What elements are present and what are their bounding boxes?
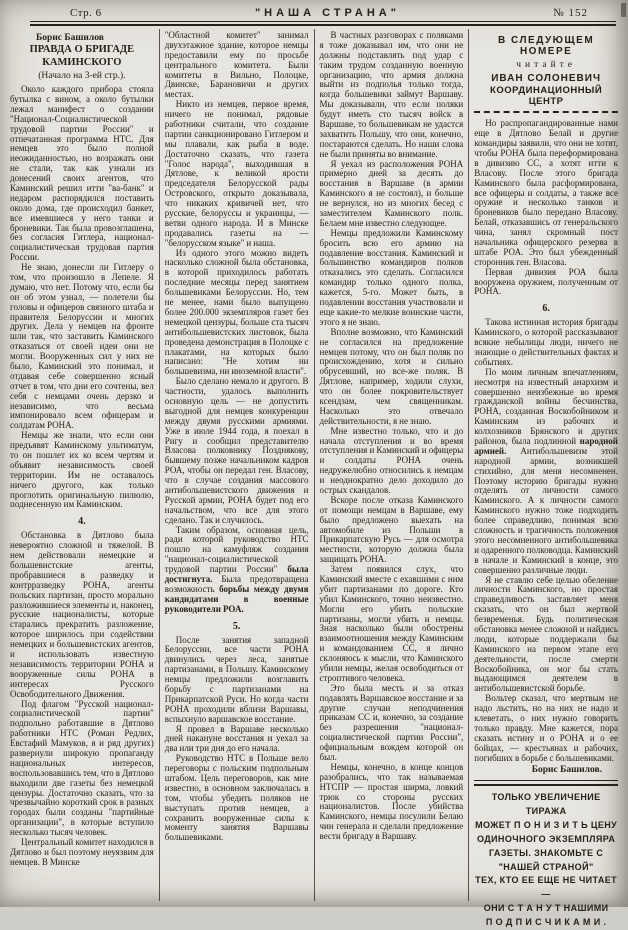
article-paragraph: Никто из немцев, первое время, ничего не понимал, рядовые работники считали, что создание партии санкционировано Гитлером и мы плавали, как рыба в воде. Достаточно сказать, что газета "Голос народа", выходившая в Дятлове, к великой ярости председателя Белорусской рады Островского, открыто доказывала, что никаких кривичей нет, что русские, белоруссы и украинцы, — ветви одного народа. И в Минске продавались газеты на — "белорусском языке" и наша.	[164, 99, 309, 248]
article-paragraph: Обстановка в Дятлово была невероятно сложной и тяжелой. В нем действовали немецкие и большевистские агенты, пробравшиеся в разведку и контрразведку РОНА, агенты польских партизан, просто морально разложившиеся элементы и, наконец, русские националисты, которые старались прекратить разложение, которое ширилось при содействии немецких и большевистских агентов, и использовать известную независимость территории РОНА и вооруженные силы РОНА в интересах Русского Освободительного Движения.	[10, 530, 154, 699]
article-paragraph: Я не ставлю себе целью обеление личности Каминского, но простая справедливость заставляет меня сказать, что он был жертвой безвременья. Будь политическая обстановка менее сложной и найдись люди, которые поддержали бы Каминского на первом этапе его деятельности, после смерти Воскобойника, он мог бы стать выдающимся деятелем в антибольшевистской борьбе.	[474, 574, 618, 694]
article-paragraph: По моим личным впечатлениям, несмотря на известный анархизм и совершенно неизбежные во время гражданской войны бесчинства, РОНА, созданная Воскобойником и Каминским из рабочих и колхозников Брянского и других районов, была подлинной народной армией. Антибольшевизм этой народной армии, возникшей стихийно, для меня несомненен. Поэтому историю бригады нужно отделять от личности самого Каминского. А к личности самого Каминского нужно тоже подходить более справедливо, понимая всю сложность и трагичность положения этого несомненного антибольшевика и одаренного полководца. Каминский в начале и Каминский в конце, это совершенно различные люди.	[474, 366, 619, 575]
header-rule	[30, 21, 616, 26]
article-byline: Борис Башилов	[36, 33, 104, 43]
article-paragraph: Таким образом, основная цель, ради которой руководство НТС пошло на камуфляж создания "национал-социалистической трудовой партии России" была достигнута. Была предотвращена возможность борьбы между двумя кандидатами в военные руководители РОА.	[164, 524, 309, 614]
article-paragraph: Я уехал из расположения РОНА примерно дней за десять до восстания в Варшаве (в армии Каминского я не состоял), и больше не вернулся, но из многих бесед с заместителем Каминского полк. Белаем мне известно следующее.	[319, 158, 464, 228]
promo-line: ОДИНОЧНОГО ЭКЗЕМПЛЯРА	[476, 833, 616, 844]
article-paragraph: Затем появился слух, что Каминский вместе с ехавшими с ним убит партизанами по дороге. Кто убил Каминского, точно неизвестно. Могли его убить польские партизаны, могли убить и немцы. Зная насколько были обострены взаимоотношения между Каминским и командованием СС, я лично склоняюсь к мысли, что Каминского убили немцы, желая освободиться от строптивого человека.	[319, 564, 464, 683]
section-number: 5.	[232, 620, 241, 632]
section-number: 6.	[542, 303, 550, 315]
article-paragraph: Такова истинная история бригады Каминского, о которой рассказывают всякие небылицы люди, ничего не знающие о действительных фактах и событиях.	[474, 317, 618, 367]
article-paragraph: Я провел в Варшаве несколько дней накануне восстания и уехал за два или три дня до его начала.	[164, 723, 309, 754]
promo-line: ТЕХ, КТО ЕЕ ЕЩЕ НЕ ЧИТАЕТ —	[475, 875, 618, 900]
article-signature: Борис Башилов.	[531, 765, 602, 776]
article-paragraph: Под флагом "Русской национал-социалистической партии" подпольно работавшие в Дятлово работники НТС (Роман Редлих, Евстафий Мамуков, я и ряд других) развернули широкую пропаганду национальных интересов, воспользовавшись тем, что в Дятлово выходили две газеты без немецкой цензуры. Достаточно сказать, что за чрезвычайно короткий срок в разных городах были созданы "партийные организации", в которые вступило несколько тысяч человек.	[10, 698, 154, 838]
next-issue-readtext: читайте	[516, 60, 577, 70]
article-paragraph: Мне известно только, что и до начала отступления и во время отступления и Каминский и офицеры и солдаты РОНА очень недружелюбно относились к немцам и неоднократно дело доходило до острых скандалов.	[319, 425, 464, 495]
article-paragraph: "Областной комитет" занимал двухэтажное здание, которое немцы предоставили ему по просьбе центрального комитета. Были комитеты в Вильно, Полоцке, Двинске, Барановичи и других местах.	[164, 30, 309, 100]
article-paragraph: Немцы предложили Каминскому бросить всю его армию на подавление восстания. Каминский и большинство командиров полков отказались это сделать. Согласился командир только одного полка, кажется, 5-го. Может быть, в подавлении восстания участвовали и еще какие-то мелкие воинские части, этого я не знаю.	[319, 227, 464, 327]
article-paragraph: Это была месть и за отказ подавлять Варшавское восстание и за другие случаи неподчинения приказам СС и, конечно, за создание без разрешения "национал-социалистической партии России", официальным вождем которой он был.	[319, 682, 464, 763]
promo-line: ОНИ С Т А Н У Т НАШИМИ	[483, 903, 609, 914]
article-paragraph: Вполне возможно, что Каминский не согласился на предложение немцев потому, что он был поляк по происхождению, хотя и сильно обрусевший, но все-же поляк. В Дятлове, например, ходили слухи, что он более покровительствует ксендзам, чем священникам. Насколько это отвечало действительности, я не знаю.	[319, 326, 464, 426]
article-title: ПРАВДА О БРИГАДЕ КАМИНСКОГО	[29, 44, 135, 69]
column-1	[5, 29, 159, 901]
next-issue-work-title: КООРДИНАЦИОННЫЙ ЦЕНТР	[490, 85, 603, 107]
column-3	[314, 29, 469, 901]
column-4	[468, 29, 623, 928]
next-issue-author: ИВАН СОЛОНЕВИЧ	[491, 73, 601, 85]
promo-line: П О Д П И С Ч И К А М И .	[485, 917, 607, 928]
article-paragraph: Но распропагандированные нами еще в Дятлово Белай и другие командиры заявили, что они не хотят, чтобы РОНА была переформирована в дивизию СС, а хотят итти к Власову. После этого бригада Каминского была расформирована, все офицеры и солдаты, а также все оружие и несколько танков и броневиков было передано Власову. Белай, отказавшись от генеральского чина, занял скромный пост начальника офицерского резерва в штабе РОА. Это был убежденный сторонник ген. Власова.	[474, 118, 618, 267]
continuation-note: (Начало на 3-ей стр.).	[38, 70, 126, 81]
dashed-rule	[474, 111, 618, 113]
article-paragraph: Вольтер сказал, что мертвым не надо льстить, но на них не надо и клеветать, о них нужно говорить только правду. Мне кажется, пора сказать истину и о РОНА и о ее бойцах, — крестьянах и рабочих, погибших в борьбе с большевиками.	[474, 693, 618, 763]
promo-line: ТОЛЬКО УВЕЛИЧЕНИЕ ТИРАЖА	[491, 791, 601, 816]
article-paragraph: После занятия западной Белоруссии, все части РОНА двинулись через леса, занятые партизанами, в Польшу. Каминскому немцы предложили возглавить борьбу с партизанами на Прикарпатской Руси. Но когда части РОНА проходили вблизи Варшавы, вспыхнуло варшавское восстание.	[164, 634, 309, 724]
page-number: Стр. 6	[70, 7, 102, 19]
article-paragraph: Немцы, конечно, в конце концов разобрались, что так называемая НТСПР — простая ширма, ловкий трюк со стороны русских националистов. После убийства Каминского, немцы посулили Белаю чин генерала и сделали предложение вести бригаду в Варшаву.	[319, 761, 464, 842]
double-rule	[474, 780, 618, 786]
article-paragraph: Было сделано немало и другого. В частности, удалось выполнить основную цель — не допустить выгодной для немцев конкуренции между двумя русскими армиями. Уже в июле 1944 года, я поехал в Ригу и сообщил представителю Власова полковнику Позднякову, бывшему позже начальником кадров РОА, чтобы он передал ген. Власову, что в случае создания массового антибольшевистского движения и Русской армии, РОНА будет под его начальством, что все для этого сделано. Так и случилось.	[164, 376, 309, 525]
issue-number: № 152	[553, 7, 588, 19]
section-number: 4.	[78, 516, 86, 528]
promo-line: "НАШЕЙ СТРАНОЙ"	[498, 861, 594, 872]
article-paragraph: В частных разговорах с поляками я тоже доказывал им, что они не должны подставлять под удар с таким трудом созданную военную организацию, что армия должна выйти из подполья только тогда, когда большевики займут Варшаву. Мы доказывали, что если поляки будут иметь сто тысяч войск в Варшаве, то большевикам не удастся захватить Польшу, что они, конечно, постараются сделать. Но наши слова не были приняты во внимание.	[319, 30, 464, 159]
article-paragraph: Из одного этого можно видеть насколько сложной была обстановка, в которой приходилось работать последние месяцы перед занятием большевиками Белоруссии. Но, тем не менее, нами было выпущено более 200.000 экземпляров газет без немецкой цензуры, больше ста тысяч антибольшевистских листовок, была проведена демонстрация в Полоцке с плакатами, на которых было написано: "Не хотим ни большевизма, ни иноземной власти".	[164, 247, 309, 377]
masthead-title: "НАША СТРАНА"	[254, 7, 400, 19]
article-columns	[5, 29, 623, 928]
page-header	[0, 0, 628, 20]
promo-line: ГАЗЕТЫ. ЗНАКОМЬТЕ С	[488, 847, 604, 858]
next-issue-heading: В СЛЕДУЮЩЕМ НОМЕРЕ	[498, 35, 595, 57]
article-paragraph: Вскоре после отказа Каминского от помощи немцам в Варшаве, ему было предложено выехать на автомобиле из Польши в Прикарпатскую Русь — для осмотра местности, которую должна была защищать РОНА.	[319, 494, 464, 565]
promo-line: МОЖЕТ П О Н И З И Т Ь ЦЕНУ	[475, 819, 618, 830]
column-2	[159, 29, 314, 901]
article-paragraph: Руководство НТС в Польше вело переговоры с польским подпольным штабом. Цель переговоров, как мне известно, в основном заключалась в том, чтобы убедить поляков не выступать против немцев, а сохранить вооруженные силы к моменту занятия Варшавы большевиками.	[164, 753, 309, 843]
article-paragraph: Немцы же знали, что если они предъявят Каминскому ультиматум, то он пошлет их ко всем чертям и объявит независимость своей территории. Им не оставалось ничего другого, как только проглотить оригинальную пилюлю, поднесенную им Каминским.	[10, 430, 154, 510]
article-paragraph: Первая дивизия РОА была вооружена оружием, полученным от РОНА.	[474, 266, 618, 297]
article-paragraph: Не знаю, донесли ли Гитлеру о том, что произошло в Лепеле. Я думаю, что нет. Потому что, если бы он об этом узнал, — полетели бы головы и офицеров связного штаба и правителя Белоруссии и многих других. Дела у немцев на фронте шли так, что заставить Каминского отказаться от своей идеи они не могли. Вооруженных сил у них не было, Каминский это понимал, и отдавая себе совершенно ясный отчет в том, что дни его сочтены, вел себя с немцами очень дерзко и независимо, что весьма импонировало всем офицерам и солдатам РОНА.	[10, 262, 154, 431]
article-paragraph: Около каждого прибора стояла бутылка с вином, а около бутылки лежал манифест о создании "Национал-Социалистической трудовой партии России" и отпечатанная программа НТС. Для немцев это было полной неожиданностью, но возражать они не стали, так как узнали из донесений своих агентов, что Каминский решил итти "ва-банк" и недаром распорядился поставить около дома, где происходил банкет, все имевшиеся у него танки и броневики. Так была провозглашена, без согласия Гитлера, национал-социалистическая трудовая партия России.	[10, 84, 154, 263]
article-paragraph: Центральный комитет находился в Дятлово и был поэтому неуязвим для немцев. В Минске	[10, 836, 154, 867]
